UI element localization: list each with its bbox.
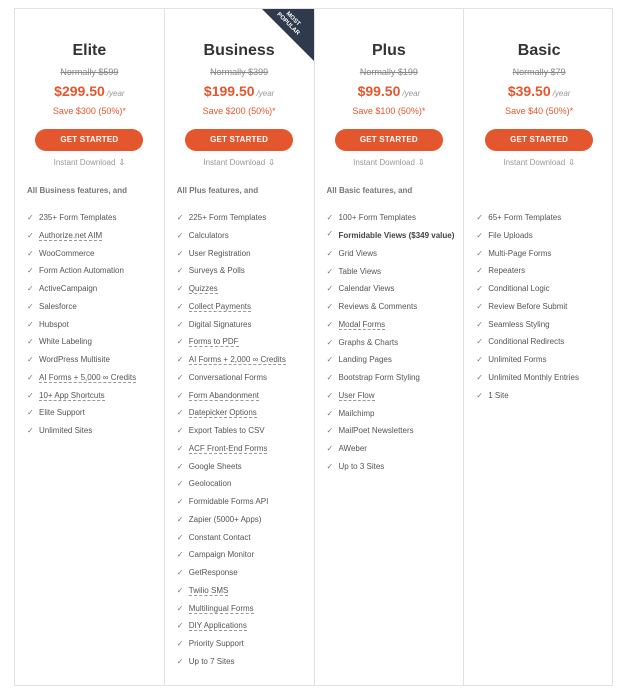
feature-item: [476, 280, 614, 298]
price: [464, 81, 614, 101]
feature-label: WooCommerce: [39, 248, 95, 258]
feature-label: Modal Forms: [338, 319, 386, 329]
check-icon: ✓: [176, 639, 184, 648]
savings-text: Save $300 (50%)*: [52, 106, 126, 116]
feature-label: Digital Signatures: [188, 319, 252, 329]
savings-text: Save $40 (50%)*: [505, 106, 574, 116]
get-started-button-basic[interactable]: GET STARTED: [485, 129, 593, 151]
feature-label: Bootstrap Form Styling: [338, 373, 420, 382]
feature-label: Mailchimp: [338, 408, 375, 418]
feature-item: [327, 316, 464, 334]
includes-heading: All Basic features, and: [326, 186, 413, 195]
download-icon: ⇩: [118, 158, 126, 167]
check-icon: ✓: [176, 355, 184, 364]
check-icon: ✓: [176, 461, 184, 471]
check-icon: ✓: [176, 408, 184, 418]
feature-item: [177, 209, 314, 227]
feature-item: [327, 245, 464, 263]
feature-list: [27, 209, 164, 440]
check-icon: ✓: [27, 319, 34, 329]
feature-item: [177, 387, 314, 405]
original-price: Normally $79: [512, 67, 566, 77]
feature-label: Calculators: [188, 230, 229, 240]
check-icon: ✓: [326, 248, 334, 258]
check-icon: ✓: [176, 514, 184, 524]
feature-item: [327, 458, 464, 476]
feature-label: Calendar Views: [338, 284, 395, 294]
check-icon: ✓: [476, 213, 483, 222]
feature-item: [476, 298, 614, 316]
check-icon: ✓: [176, 230, 184, 240]
feature-item: [177, 351, 314, 369]
check-icon: ✓: [27, 337, 34, 347]
feature-label: Forms to PDF: [188, 337, 239, 347]
check-icon: ✓: [476, 230, 483, 240]
feature-label: Datepicker Options: [188, 408, 257, 418]
feature-label: DIY Applications: [188, 621, 247, 631]
feature-item: [177, 475, 314, 493]
price: [315, 81, 464, 101]
check-icon: ✓: [176, 248, 184, 258]
feature-item: [177, 262, 314, 280]
plan-card-elite: [15, 9, 165, 685]
check-icon: ✓: [176, 337, 184, 347]
check-icon: ✓: [176, 426, 184, 435]
feature-item: [476, 227, 614, 245]
feature-item: [27, 422, 164, 440]
check-icon: ✓: [27, 213, 34, 222]
feature-label: User Registration: [188, 248, 251, 258]
feature-label: File Uploads: [488, 230, 533, 240]
feature-label: Collect Payments: [188, 301, 251, 311]
feature-item: [177, 493, 314, 511]
check-icon: ✓: [176, 390, 184, 400]
feature-label: AWeber: [338, 444, 367, 453]
pricing-table: [14, 8, 613, 686]
check-icon: ✓: [476, 372, 483, 382]
check-icon: ✓: [326, 390, 334, 400]
check-icon: ✓: [326, 355, 334, 365]
check-icon: ✓: [176, 284, 184, 293]
feature-label: Formidable Forms API: [188, 497, 269, 506]
check-icon: ✓: [326, 213, 334, 222]
plan-name: Elite: [72, 42, 107, 59]
feature-label: Campaign Monitor: [188, 550, 255, 560]
feature-item: [327, 263, 464, 281]
get-started-button-business[interactable]: GET STARTED: [185, 129, 293, 151]
feature-item: [476, 369, 614, 387]
feature-label: 10+ App Shortcuts: [39, 390, 105, 400]
instant-download: Instant Download ⇩: [353, 158, 425, 167]
check-icon: ✓: [176, 550, 184, 560]
check-icon: ✓: [176, 532, 184, 542]
feature-item: [476, 316, 614, 334]
feature-item: [476, 387, 614, 405]
feature-item: [177, 422, 314, 440]
feature-label: MailPoet Newsletters: [338, 426, 414, 436]
feature-label: Geolocation: [188, 479, 232, 489]
price-period: /year: [552, 89, 571, 98]
feature-item: [27, 404, 164, 422]
feature-item: [327, 387, 464, 405]
price-period: /year: [256, 89, 275, 98]
feature-item: [177, 600, 314, 618]
check-icon: ✓: [176, 266, 184, 276]
feature-label: Reviews & Comments: [338, 302, 418, 311]
check-icon: ✓: [27, 390, 34, 400]
check-icon: ✓: [326, 319, 334, 329]
feature-item: [476, 245, 614, 263]
plan-card-plus: [315, 9, 465, 685]
price-amount: $199.50: [203, 83, 255, 99]
check-icon: ✓: [476, 301, 483, 311]
feature-label: Conditional Redirects: [488, 337, 565, 347]
feature-label: Quizzes: [188, 284, 218, 293]
feature-label: Grid Views: [338, 248, 378, 258]
feature-item: [476, 333, 614, 351]
feature-label: Unlimited Monthly Entries: [488, 372, 579, 382]
feature-label: Hubspot: [39, 319, 69, 329]
check-icon: ✓: [176, 301, 184, 311]
feature-item: [327, 209, 464, 227]
feature-label: Review Before Submit: [488, 301, 568, 311]
feature-label: Elite Support: [39, 408, 85, 418]
feature-label: Graphs & Charts: [338, 337, 399, 347]
check-icon: ✓: [176, 319, 184, 329]
check-icon: ✓: [476, 337, 483, 347]
feature-item: [327, 422, 464, 440]
feature-item: [177, 245, 314, 263]
feature-label: Salesforce: [39, 301, 77, 311]
includes-heading: All Plus features, and: [176, 186, 259, 195]
check-icon: ✓: [326, 228, 334, 238]
check-icon: ✓: [176, 585, 184, 595]
feature-item: [327, 351, 464, 369]
price-period: /year: [402, 89, 421, 98]
feature-label: Up to 7 Sites: [188, 656, 235, 666]
includes-heading: All Business features, and: [27, 186, 128, 195]
feature-item: [177, 653, 314, 671]
feature-item: [476, 262, 614, 280]
price-amount: $299.50: [54, 83, 105, 99]
feature-label: Multilingual Forms: [188, 603, 254, 613]
feature-item: [177, 635, 314, 653]
feature-label: Authorize.net AIM: [39, 230, 103, 240]
feature-item: [177, 280, 314, 298]
check-icon: ✓: [326, 373, 334, 382]
feature-item: [177, 617, 314, 635]
feature-label: 235+ Form Templates: [39, 213, 117, 222]
instant-download: Instant Download ⇩: [53, 158, 126, 167]
plan-name: Basic: [517, 42, 561, 59]
plan-card-business: [165, 9, 315, 685]
feature-label: WordPress Multisite: [39, 355, 110, 364]
check-icon: ✓: [326, 302, 334, 311]
feature-label: GetResponse: [188, 568, 238, 577]
feature-item: [177, 333, 314, 351]
feature-list: [327, 209, 464, 476]
feature-label: White Labeling: [39, 337, 92, 347]
feature-item: [177, 564, 314, 582]
feature-label: Unlimited Sites: [39, 426, 93, 435]
feature-item: [177, 511, 314, 529]
feature-label: Repeaters: [488, 266, 526, 276]
feature-label: Conditional Logic: [488, 284, 550, 293]
check-icon: ✓: [476, 355, 483, 364]
feature-label: Formidable Views ($349 value): [338, 230, 455, 240]
check-icon: ✓: [27, 355, 34, 364]
check-icon: ✓: [326, 444, 334, 453]
check-icon: ✓: [27, 284, 34, 293]
check-icon: ✓: [476, 266, 483, 276]
feature-label: User Flow: [338, 390, 375, 400]
get-started-button-plus[interactable]: GET STARTED: [335, 129, 443, 151]
feature-label: Export Tables to CSV: [188, 426, 265, 435]
feature-label: 100+ Form Templates: [338, 213, 416, 222]
feature-item: [177, 298, 314, 316]
instant-download: Instant Download ⇩: [203, 158, 275, 167]
feature-label: Constant Contact: [188, 532, 251, 542]
check-icon: ✓: [27, 301, 34, 311]
feature-item: [177, 227, 314, 245]
feature-label: Table Views: [338, 266, 382, 276]
plan-card-basic: [464, 9, 614, 685]
feature-label: Twilio SMS: [188, 585, 229, 595]
feature-item: [177, 582, 314, 600]
get-started-button-elite[interactable]: GET STARTED: [35, 129, 143, 151]
feature-label: Up to 3 Sites: [338, 461, 385, 471]
feature-item: [27, 351, 164, 369]
feature-label: AI Forms + 2,000 ∞ Credits: [188, 355, 286, 364]
check-icon: ✓: [326, 426, 334, 436]
feature-item: [327, 298, 464, 316]
check-icon: ✓: [176, 568, 184, 577]
check-icon: ✓: [176, 372, 184, 382]
check-icon: ✓: [176, 621, 184, 631]
download-icon: ⇩: [568, 158, 575, 167]
feature-label: Unlimited Forms: [488, 355, 547, 364]
feature-label: AI Forms + 5,000 ∞ Credits: [39, 372, 137, 382]
plan-name: Business: [203, 42, 275, 59]
check-icon: ✓: [27, 230, 34, 240]
plan-name: Plus: [371, 42, 406, 59]
price: [15, 81, 164, 101]
feature-label: 225+ Form Templates: [188, 213, 267, 222]
feature-list: [177, 209, 314, 671]
download-icon: ⇩: [417, 158, 425, 167]
price-period: /year: [106, 89, 125, 98]
feature-label: ACF Front-End Forms: [188, 443, 268, 453]
feature-item: [27, 209, 164, 227]
feature-item: [27, 262, 164, 280]
check-icon: ✓: [27, 408, 34, 418]
feature-item: [476, 351, 614, 369]
feature-list: [476, 209, 614, 404]
original-price: Normally $199: [359, 67, 418, 77]
download-icon: ⇩: [268, 158, 275, 167]
check-icon: ✓: [27, 266, 34, 276]
feature-item: [327, 280, 464, 298]
feature-label: 1 Site: [488, 390, 509, 400]
feature-label: Conversational Forms: [188, 372, 267, 382]
feature-label: Multi-Page Forms: [488, 248, 552, 258]
check-icon: ✓: [476, 248, 483, 258]
check-icon: ✓: [326, 408, 334, 418]
feature-item: [177, 316, 314, 334]
feature-item: [27, 316, 164, 334]
feature-item: [177, 458, 314, 476]
check-icon: ✓: [27, 248, 34, 258]
feature-item: [27, 227, 164, 245]
feature-item: [327, 405, 464, 423]
savings-text: Save $100 (50%)*: [352, 106, 426, 116]
check-icon: ✓: [476, 319, 483, 329]
most-popular-label: MOST POPULAR: [274, 10, 301, 37]
feature-label: Form Action Automation: [39, 266, 124, 276]
savings-text: Save $200 (50%)*: [202, 106, 276, 116]
feature-item: [27, 280, 164, 298]
price-amount: $39.50: [507, 83, 551, 99]
feature-label: Form Abandonment: [188, 390, 260, 400]
feature-item: [177, 404, 314, 422]
price-amount: $99.50: [357, 83, 401, 99]
feature-label: Seamless Styling: [488, 319, 550, 329]
feature-label: 65+ Form Templates: [488, 213, 562, 222]
feature-item: [177, 369, 314, 387]
check-icon: ✓: [176, 479, 184, 489]
feature-label: Priority Support: [188, 639, 244, 648]
original-price: Normally $399: [210, 67, 269, 77]
feature-item: [327, 227, 464, 245]
feature-item: [327, 369, 464, 387]
price: [165, 81, 314, 101]
check-icon: ✓: [476, 284, 483, 293]
feature-label: Google Sheets: [188, 461, 242, 471]
feature-item: [476, 209, 614, 227]
check-icon: ✓: [27, 372, 34, 382]
feature-item: [327, 334, 464, 352]
feature-label: Surveys & Polls: [188, 266, 245, 276]
feature-item: [27, 387, 164, 405]
feature-label: Zapier (5000+ Apps): [188, 514, 262, 524]
check-icon: ✓: [176, 497, 184, 506]
check-icon: ✓: [326, 461, 334, 471]
feature-label: Landing Pages: [338, 355, 392, 365]
check-icon: ✓: [326, 266, 334, 276]
check-icon: ✓: [326, 284, 334, 294]
feature-item: [327, 440, 464, 458]
feature-label: ActiveCampaign: [39, 284, 98, 293]
feature-item: [27, 298, 164, 316]
check-icon: ✓: [176, 443, 184, 453]
feature-item: [27, 369, 164, 387]
feature-item: [177, 529, 314, 547]
check-icon: ✓: [176, 603, 184, 613]
feature-item: [177, 546, 314, 564]
check-icon: ✓: [476, 390, 483, 400]
check-icon: ✓: [176, 656, 184, 666]
feature-item: [177, 440, 314, 458]
original-price: Normally $599: [60, 67, 119, 77]
instant-download: Instant Download ⇩: [503, 158, 575, 167]
check-icon: ✓: [326, 337, 334, 347]
check-icon: ✓: [27, 426, 34, 435]
check-icon: ✓: [176, 213, 184, 222]
feature-item: [27, 245, 164, 263]
feature-item: [27, 333, 164, 351]
